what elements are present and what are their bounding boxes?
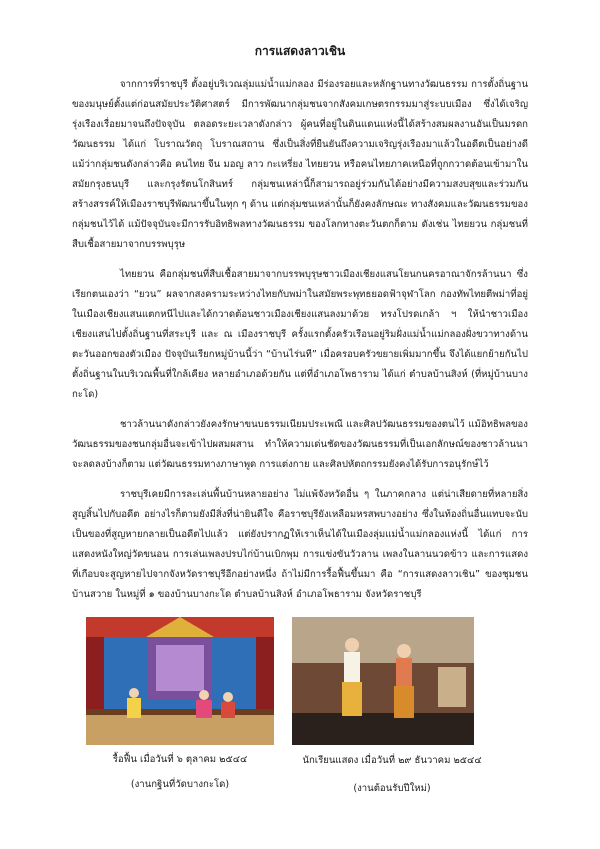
photo-2-subcaption: (งานต้อนรับปีใหม่)	[353, 783, 431, 794]
photo-1-subcaption: (งานกฐินที่วัดบางกะโด)	[130, 779, 230, 790]
paragraph-1: จากการที่ราชบุรี ตั้งอยู่บริเวณลุ่มแม่น้ำแม่กลอง มีร่องรอยและหลักฐานทางวัฒนธรรม การตั้งถิ่นฐานของมนุษย์ตั้งแต่ก่อนสมัยประวัติศาสตร์ มีการพัฒนากลุ่มชนจากสังคมเกษตรกรรมมาสู่ระบบเมือง ซึ่งได้เจริญรุ่งเรืองเรื่อยมาจนถึงปัจจุบัน ตลอดระยะเวลาดังกล่าว ผู้คนที่อยู่ในดินแดนแห่งนี้ได้สร้างสมผลงานอันเป็นมรดกวัฒนธรรม ได้แก่ โบราณวัตถุ โบราณสถาน ซึ่งเป็นสิ่งที่ยืนยันถึงความเจริญรุ่งเรืองมาแล้วในอดีตเป็นอย่างดี แม้ว่ากลุ่มชนดังกล่าวคือ คนไทย จีน มอญ ลาว กะเหรี่ยง ไทยยวน หรือคนไทยภาคเหนือที่ถูกกวาดต้อนเข้ามาในสมัยกรุงธนบุรี และกรุงรัตนโกสินทร์ กลุ่มชนเหล่านี้ก็สามารถอยู่ร่วมกันได้อย่างมีความสงบสุขและร่วมกันสร้างสรรค์ให้เมืองราชบุรีพัฒนาขึ้นในทุก ๆ ด้าน แต่กลุ่มชนเหล่านั้นก็ยังคงลักษณะ ทางสังคมและวัฒนธรรมของกลุ่มชนไว้ได้ แม้ปัจจุบันจะมีการรับอิทธิพลทางวัฒนธรรม ของโลกทางตะวันตกก็ตาม ดังเช่น ไทยยวน กลุ่มชนที่สืบเชื้อสายมาจากบรรพบุรุษ	[72, 79, 528, 250]
photo-2-caption: นักเรียนแสดง เมื่อวันที่ ๒๙ ธันวาคม ๒๕๔๔	[302, 755, 482, 766]
photo-section	[72, 617, 528, 817]
paragraph-4: ราชบุรีเคยมีการละเล่นพื้นบ้านหลายอย่าง ไม่แพ้จังหวัดอื่น ๆ ในภาคกลาง แต่น่าเสียดายที่หลายสิ่งสูญสิ้นไปกับอดีต อย่างไรก็ตามยังมีสิ่งที่น่ายินดีใจ คือราชบุรียังเหลือมหรสพบางอย่าง ซึ่งในท้องถิ่นอื่นแทบจะนับเป็นของที่สูญหายกลายเป็นอดีตไปแล้ว แต่ยังปรากฏให้เราเห็นได้ในเมืองลุ่มแม่น้ำแม่กลองแห่งนี้ ได้แก่ การแสดงหนังใหญ่วัดขนอน การเล่นเพลงปรบไก่บ้านเบิกพุม การแข่งขันวัวลาน เพลงในลานนวดข้าว และการแสดงที่เกือบจะสูญหายไปจากจังหวัดราชบุรีอีกอย่างหนึ่ง ถ้าไม่มีการรื้อฟื้นขึ้นมา คือ “การแสดงลาวเชิน” ของชุมชนบ้านสวาย ในหมู่ที่ ๑ ของบ้านบางกะโด ตำบลบ้านสิงห์ อำเภอโพธาราม จังหวัดราชบุรี	[72, 489, 528, 600]
paragraph-2: ไทยยวน คือกลุ่มชนที่สืบเชื้อสายมาจากบรรพบุรุษชาวเมืองเชียงแสนโยนกนครอาณาจักรล้านนา ซึ่งเรียกตนเองว่า “ยวน” ผลจากสงครามระหว่างไทยกับพม่าในสมัยพระพุทธยอดฟ้าจุฬาโลก กองทัพไทยตีพม่าที่อยู่ในเมืองเชียงแสนแตกหนีไปและได้กวาดต้อนชาวเมืองเชียงแสนลงมาด้วย ทรงโปรดเกล้า ฯ ให้นำชาวเมืองเชียงแสนไปตั้งถิ่นฐานที่สระบุรี และ ณ เมืองราชบุรี ครั้งแรกตั้งครัวเรือนอยู่ริมฝั่งแม่น้ำแม่กลองฝั่งขวาทางด้านตะวันออกของตัวเมือง ปัจจุบันเรียกหมู่บ้านนี้ว่า “บ้านไร่นที” เมื่อครอบครัวขยายเพิ่มมากขึ้น จึงได้แยกย้ายกันไปตั้งถิ่นฐานในบริเวณพื้นที่ใกล้เคียง หลายอำเภอด้วยกัน แต่ที่อำเภอโพธาราม ได้แก่ ตำบลบ้านสิงห์ (ที่หมู่บ้านบางกะโด)	[72, 269, 528, 400]
paragraph-3: ชาวล้านนาดังกล่าวยังคงรักษาขนบธรรมเนียมประเพณี และศิลปวัฒนธรรมของตนไว้ แม้อิทธิพลของวัฒนธรรมของชนกลุ่มอื่นจะเข้าไปผสมผสาน ทำให้ความเด่นชัดของวัฒนธรรมที่เป็นเอกลักษณ์ของชาวล้านนาจะลดลงบ้างก็ตาม แต่วัฒนธรรมทางภาษาพูด การแต่งกาย และศิลปหัตถกรรมยังคงได้รับการอนุรักษ์ไว้	[72, 419, 528, 470]
photo-1-caption: รื้อฟื้น เมื่อวันที่ ๖ ตุลาคม ๒๕๔๔	[112, 754, 248, 765]
document-title: การแสดงลาวเชิน	[254, 44, 346, 58]
photo-student-dancers	[292, 617, 474, 745]
photo-stage-performance	[86, 617, 274, 745]
